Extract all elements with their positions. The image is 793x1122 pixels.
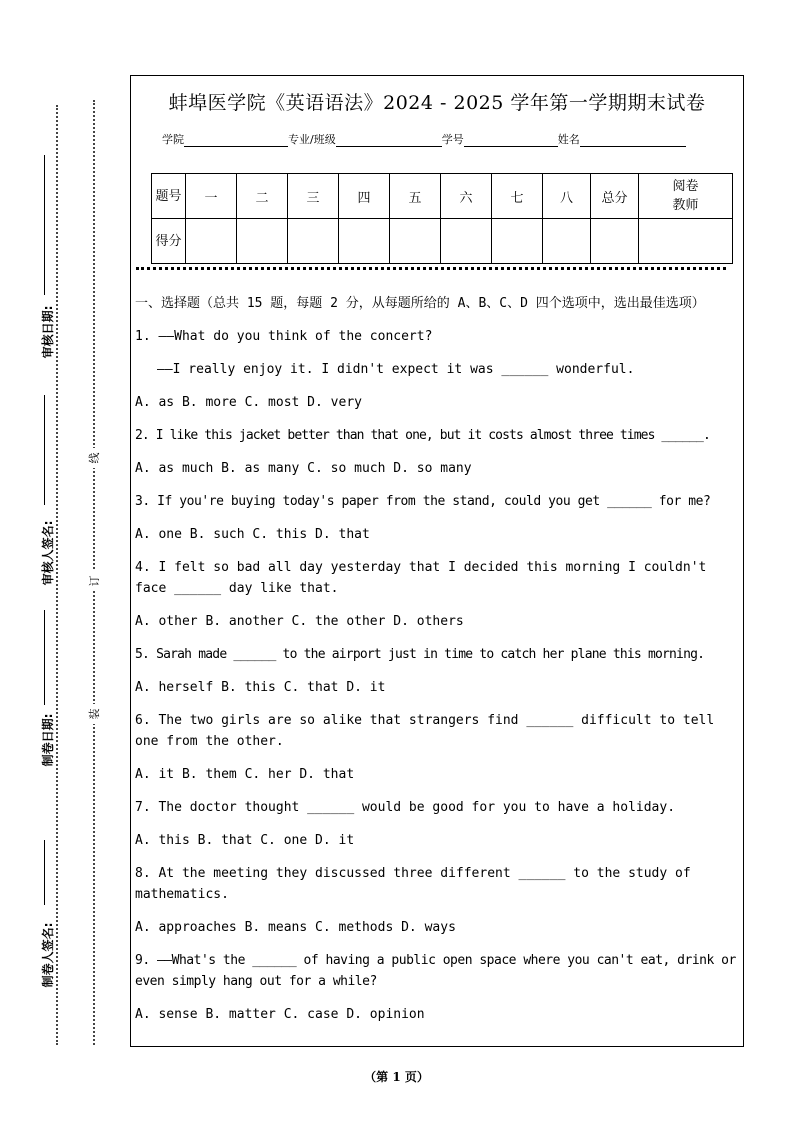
reviewer-date-label: 审核日期:	[41, 305, 55, 359]
score-cell	[591, 219, 639, 264]
question-9-stem: 9. ——What's the ______ of having a public open space where you can't eat, drink or even simply hang out for a while?	[135, 953, 736, 989]
question-6-options: A. it B. them C. her D. that	[135, 767, 355, 782]
col-1: 一	[186, 174, 237, 219]
college-blank	[184, 134, 288, 147]
major-blank	[336, 134, 442, 147]
maker-sign-line	[44, 840, 45, 905]
col-grader: 阅卷教师	[639, 174, 733, 219]
exam-title: 蚌埠医学院《英语语法》2024 - 2025 学年第一学期期末试卷	[168, 92, 706, 114]
col-total: 总分	[591, 174, 639, 219]
row2-label: 得分	[152, 219, 186, 264]
reviewer-sign-label: 审核人签名:	[41, 520, 55, 586]
maker-date-line	[44, 610, 45, 705]
question-1-stem-2: ——I really enjoy it. I didn't expect it was ______ wonderful.	[157, 362, 635, 377]
maker-date-label: 制卷日期:	[41, 713, 55, 767]
score-cell	[339, 219, 390, 264]
question-3-options: A. one B. such C. this D. that	[135, 527, 370, 542]
score-cell	[237, 219, 288, 264]
major-label: 专业/班级	[288, 133, 336, 146]
row1-label: 题号	[152, 174, 186, 219]
score-table	[151, 173, 733, 264]
col-3: 三	[288, 174, 339, 219]
col-5: 五	[390, 174, 441, 219]
col-2: 二	[237, 174, 288, 219]
question-section	[135, 293, 740, 1037]
question-5-stem: 5. Sarah made ______ to the airport just in time to catch her plane this morning.	[135, 647, 705, 662]
student-info-row	[162, 131, 722, 147]
reviewer-date-line	[44, 155, 45, 295]
bind-line-mark: 线	[86, 448, 102, 468]
score-cell	[390, 219, 441, 264]
student-id-label: 学号	[441, 133, 464, 146]
question-7-options: A. this B. that C. one D. it	[135, 833, 355, 848]
question-8-options: A. approaches B. means C. methods D. ways	[135, 920, 456, 935]
section-heading: 一、选择题（总共 15 题，每题 2 分，从每题所给的 A、B、C、D 四个选项中，选出最佳选项）	[135, 296, 705, 311]
question-1-stem: 1. ——What do you think of the concert?	[135, 329, 433, 344]
question-4-options: A. other B. another C. the other D. others	[135, 614, 464, 629]
question-4-stem: 4. I felt so bad all day yesterday that I decided this morning I couldn't face ______ day like that.	[135, 560, 707, 596]
question-7-stem: 7. The doctor thought ______ would be good for you to have a holiday.	[135, 800, 676, 815]
name-label: 姓名	[557, 133, 580, 146]
score-cell	[186, 219, 237, 264]
question-2-stem: 2. I like this jacket better than that one, but it costs almost three times ______.	[135, 428, 710, 443]
bind-install-mark: 装	[86, 704, 102, 724]
score-table-score-row	[152, 219, 733, 264]
col-8: 八	[543, 174, 591, 219]
score-cell	[441, 219, 492, 264]
question-6-stem: 6. The two girls are so alike that strangers find ______ difficult to tell one from the other.	[135, 713, 715, 749]
question-9-options: A. sense B. matter C. case D. opinion	[135, 1007, 425, 1022]
page-number: （第 1 页）	[364, 1070, 429, 1084]
col-4: 四	[339, 174, 390, 219]
col-6: 六	[441, 174, 492, 219]
maker-sign-label: 制卷人签名:	[41, 922, 55, 988]
college-label: 学院	[162, 133, 184, 146]
question-1-options: A. as B. more C. most D. very	[135, 395, 362, 410]
student-id-blank	[464, 134, 558, 147]
score-cell	[543, 219, 591, 264]
question-3-stem: 3. If you're buying today's paper from the stand, could you get ______ for me?	[135, 494, 711, 509]
score-cell	[288, 219, 339, 264]
col-7: 七	[492, 174, 543, 219]
score-table-header-row	[152, 174, 733, 219]
name-blank	[580, 134, 686, 147]
score-cell	[639, 219, 733, 264]
reviewer-sign-line	[44, 395, 45, 505]
question-2-options: A. as much B. as many C. so much D. so many	[135, 461, 472, 476]
bind-order-mark: 订	[86, 571, 102, 591]
question-5-options: A. herself B. this C. that D. it	[135, 680, 386, 695]
score-cell	[492, 219, 543, 264]
question-8-stem: 8. At the meeting they discussed three different ______ to the study of mathematics.	[135, 866, 691, 902]
dotted-separator	[136, 267, 726, 270]
